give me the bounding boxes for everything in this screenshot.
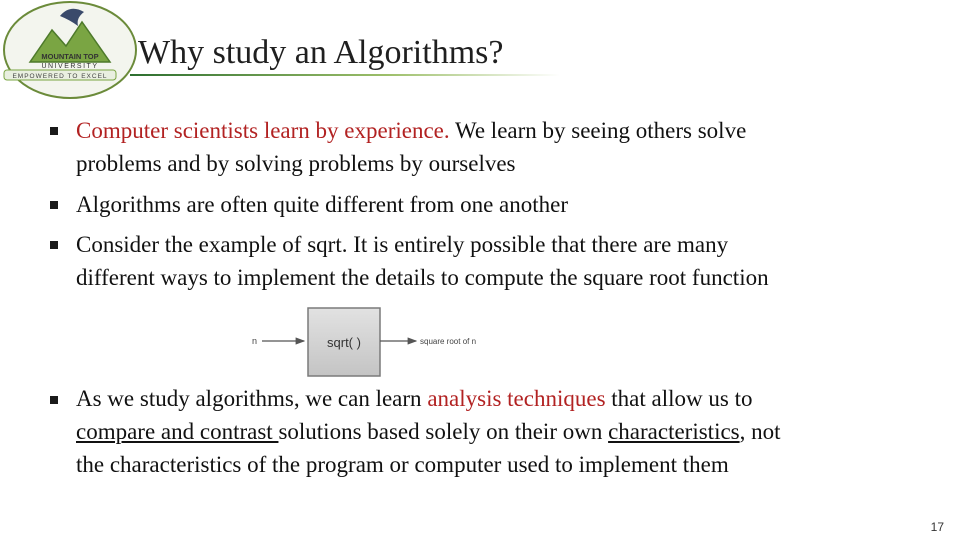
bullet-marker bbox=[50, 127, 58, 135]
university-logo bbox=[0, 0, 140, 100]
bullet-4-line-1 bbox=[76, 382, 946, 415]
bullet-4-line-2 bbox=[76, 415, 946, 448]
bullet-3 bbox=[76, 228, 946, 294]
bullet-3-line-1: Consider the example of sqrt. It is entirely possible that there are many bbox=[76, 232, 729, 257]
bullet-2 bbox=[76, 188, 946, 221]
bullet-marker bbox=[50, 396, 58, 404]
logo-arc-text-bottom: UNIVERSITY bbox=[41, 63, 99, 70]
slide-title: Why study an Algorithms? bbox=[138, 34, 504, 71]
bullet-4-text-pre: As we study algorithms, we can learn bbox=[76, 386, 428, 411]
diagram-box-label: sqrt( ) bbox=[327, 335, 361, 350]
bullet-1-text: We learn by seeing others solve bbox=[449, 118, 747, 143]
diagram-input-label: n bbox=[252, 336, 258, 346]
bullet-4-text-end: , not bbox=[739, 419, 781, 444]
bullet-4-text-post: that allow us to bbox=[605, 386, 753, 411]
bullet-4-line-3: the characteristics of the program or computer used to implement them bbox=[76, 452, 729, 477]
bullet-3-line-2: different ways to implement the details to compute the square root function bbox=[76, 265, 769, 290]
bullet-4 bbox=[76, 382, 946, 481]
bullet-4-underlined-1: compare and contrast bbox=[76, 419, 279, 444]
bullet-marker bbox=[50, 241, 58, 249]
bullet-4-underlined-2: characteristics bbox=[608, 419, 740, 444]
logo-motto: EMPOWERED TO EXCEL bbox=[12, 73, 108, 80]
bullet-4-highlight: analysis techniques bbox=[427, 386, 606, 411]
bullet-1-line-2: problems and by solving problems by ourselves bbox=[76, 151, 516, 176]
title-underline bbox=[130, 74, 560, 76]
bullet-4-text-mid: solutions based solely on their own bbox=[278, 419, 609, 444]
page-number: 17 bbox=[930, 520, 944, 534]
bullet-1 bbox=[76, 114, 946, 180]
bullet-1-highlight: Computer scientists learn by experience. bbox=[76, 118, 450, 143]
logo-arc-text-top: MOUNTAIN TOP bbox=[41, 52, 99, 61]
bullet-1-line-1 bbox=[76, 114, 946, 147]
bullet-2-line-1: Algorithms are often quite different from one another bbox=[76, 192, 568, 217]
diagram-output-label: square root of n bbox=[420, 337, 477, 346]
bullet-marker bbox=[50, 201, 58, 209]
sqrt-diagram bbox=[248, 302, 498, 382]
